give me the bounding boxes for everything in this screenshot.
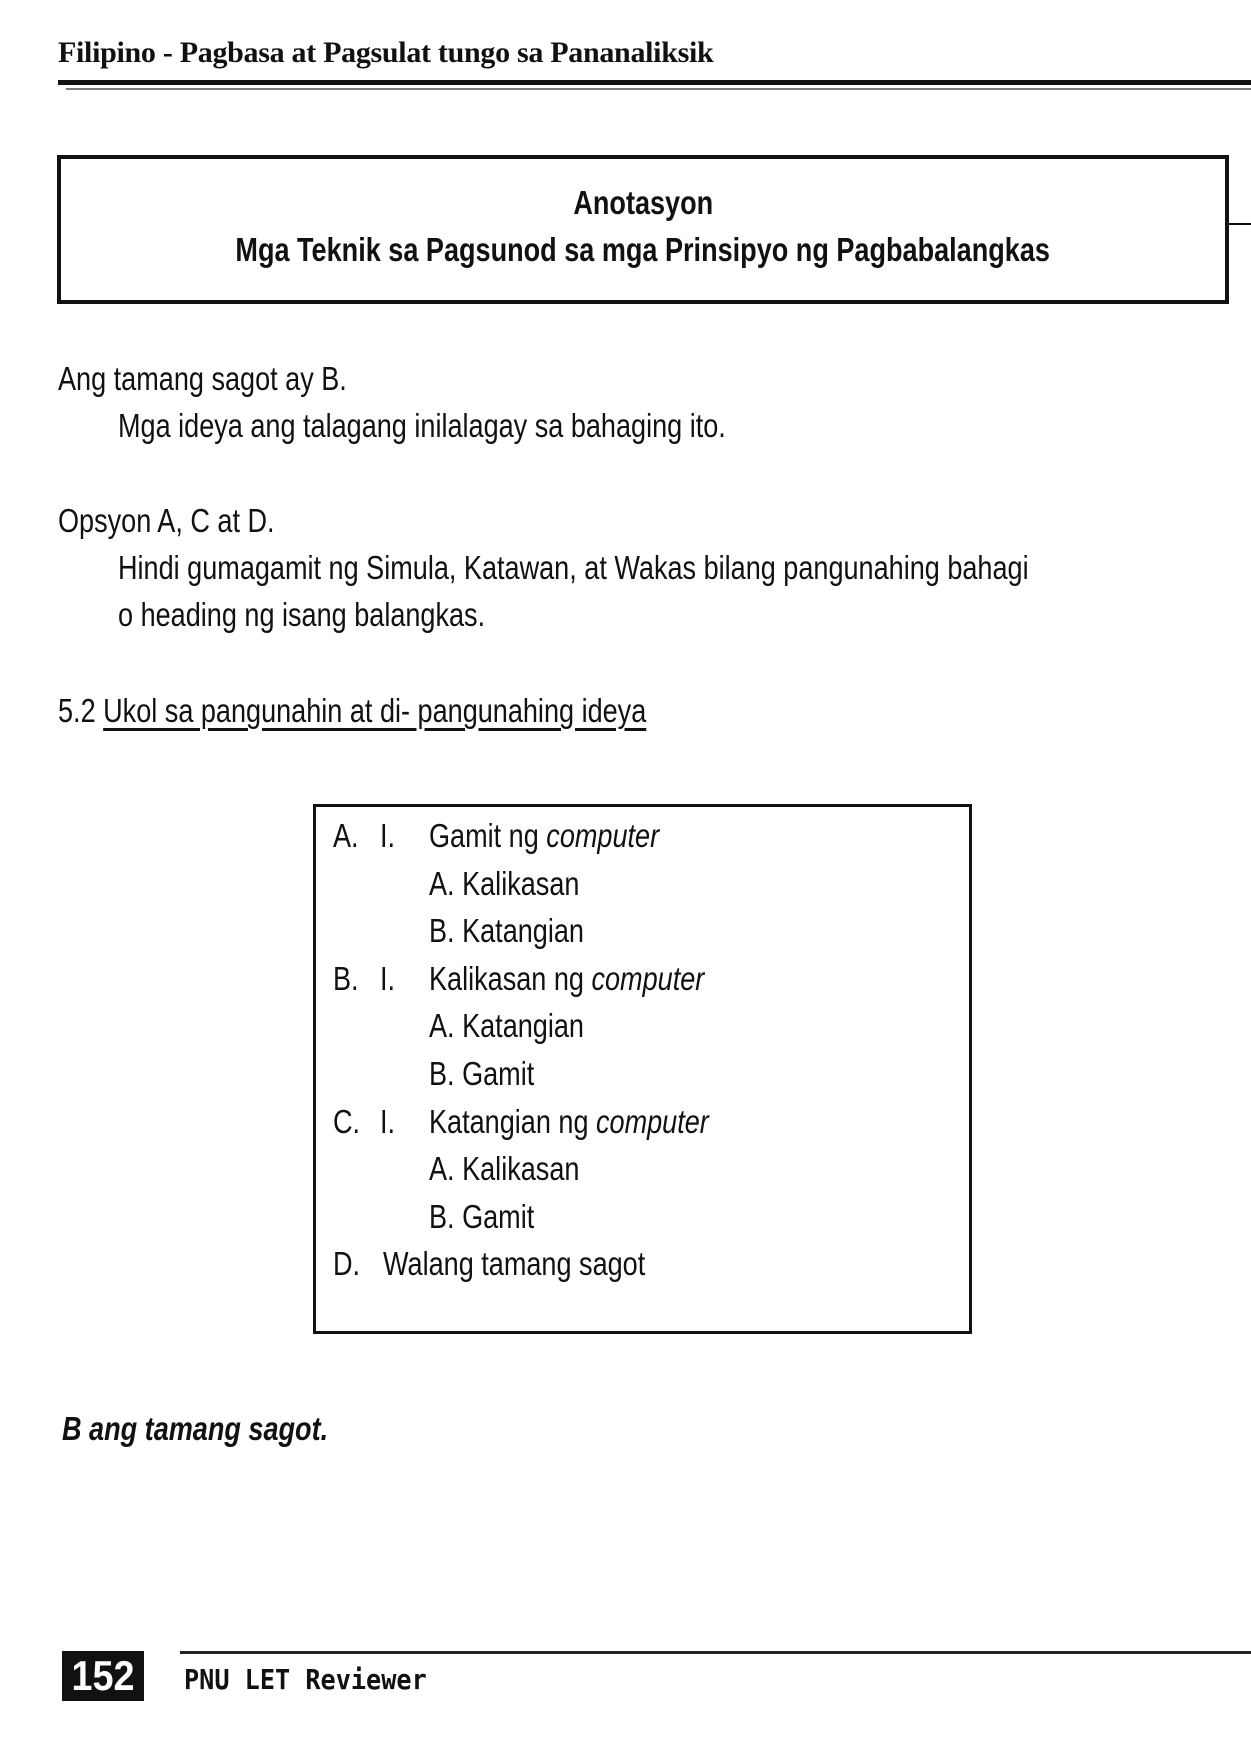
footer-book-title: PNU LET Reviewer	[184, 1663, 427, 1696]
section-number: 5.2	[58, 692, 96, 729]
outline-subheading	[316, 865, 969, 911]
outline-subheading	[316, 1150, 969, 1196]
options-explanation-1: Hindi gumagamit ng Simula, Katawan, at Wakas bilang pangunahing bahagi	[118, 549, 1029, 586]
annotation-subtitle: Mga Teknik sa Pagsunod sa mga Prinsipyo ng Pagbabalangkas	[235, 231, 1051, 268]
box-tick-mark	[1228, 223, 1251, 225]
answer-line: Ang tamang sagot ay B.	[58, 360, 347, 397]
header-rule	[58, 80, 1251, 85]
subheading-text: A. Kalikasan	[429, 1150, 580, 1188]
outline-choice	[316, 1245, 969, 1291]
header-rule-thin	[66, 88, 1251, 90]
page-number-badge	[62, 1651, 144, 1701]
subheading-text: A. Kalikasan	[429, 864, 580, 902]
section-heading-text: Ukol sa pangunahin at di- pangunahing ideya	[103, 692, 647, 729]
choice-main-italic: computer	[546, 817, 660, 854]
outline-choice	[316, 960, 969, 1006]
choice-main-text: Walang tamang sagot	[383, 1245, 646, 1283]
final-answer: B ang tamang sagot.	[62, 1410, 329, 1447]
choice-main-text: Gamit ng	[429, 817, 547, 854]
outline-choices-box	[313, 804, 972, 1334]
subheading-text: B. Gamit	[429, 1055, 535, 1092]
outline-subheading	[316, 1055, 969, 1101]
choice-roman-numeral: I.	[380, 959, 396, 997]
choice-letter: C.	[333, 1102, 361, 1140]
subheading-text: B. Gamit	[429, 1197, 535, 1235]
section-heading	[58, 692, 646, 730]
outline-subheading	[316, 1198, 969, 1244]
annotation-title: Anotasyon	[573, 184, 713, 221]
answer-explanation: Mga ideya ang talagang inilalagay sa bahaging ito.	[118, 407, 726, 444]
subheading-text: B. Katangian	[429, 912, 584, 950]
choice-main-italic: computer	[596, 1102, 709, 1140]
outline-choice	[316, 817, 969, 863]
choice-roman-numeral: I.	[380, 817, 396, 854]
choice-main-text: Kalikasan ng	[429, 959, 592, 997]
subheading-text: A. Katangian	[429, 1007, 584, 1045]
choice-main-text: Katangian ng	[429, 1102, 597, 1140]
choice-main-heading	[383, 1245, 645, 1283]
running-header-title: Filipino - Pagbasa at Pagsulat tungo sa Pananaliksik	[58, 36, 714, 69]
choice-letter: A.	[333, 817, 359, 854]
choice-main-italic: computer	[591, 959, 705, 997]
choice-letter: D.	[333, 1245, 361, 1283]
choice-main-heading	[429, 1103, 709, 1141]
choice-letter: B.	[333, 959, 359, 997]
choice-main-heading	[429, 960, 704, 998]
outline-choice	[316, 1103, 969, 1149]
options-line: Opsyon A, C at D.	[58, 502, 275, 539]
footer-rule	[180, 1651, 1251, 1654]
outline-subheading	[316, 1007, 969, 1053]
outline-subheading	[316, 912, 969, 958]
choice-roman-numeral: I.	[380, 1102, 396, 1140]
choice-main-heading	[429, 817, 659, 855]
options-explanation-2: o heading ng isang balangkas.	[118, 596, 486, 633]
annotation-title-box	[57, 155, 1229, 304]
page-number: 152	[71, 1652, 135, 1699]
